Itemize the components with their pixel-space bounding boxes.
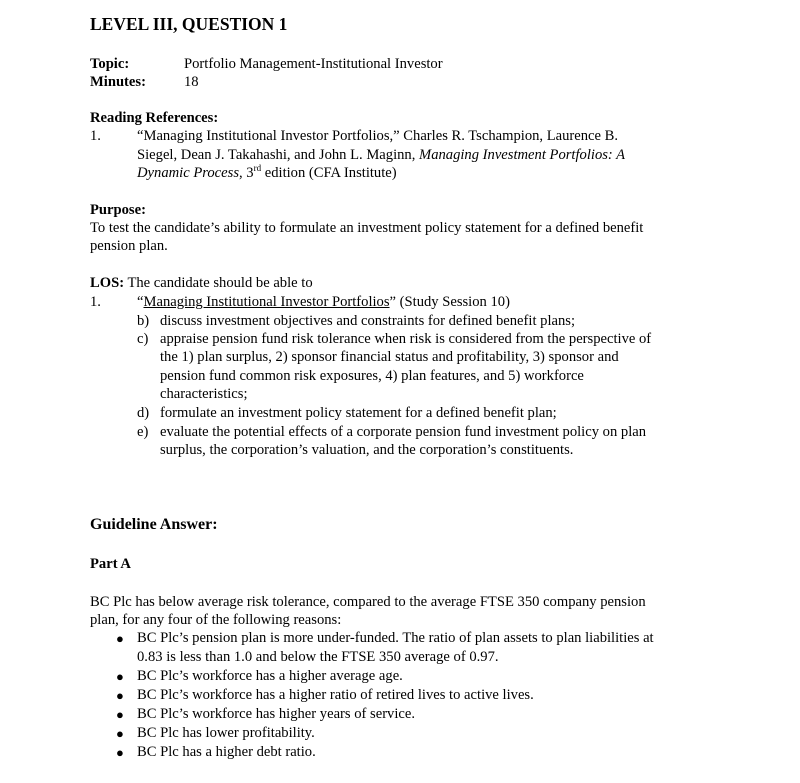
los-item-letter: e) [137, 424, 149, 440]
bullet-text-line: BC Plc’s workforce has higher years of service. [137, 706, 416, 722]
los-text: The candidate should be able to [124, 275, 313, 291]
los-item-line: pension fund common risk exposures, 4) plan features, and 5) workforce [160, 368, 584, 384]
los-item-line: characteristics; [160, 386, 248, 402]
purpose-heading: Purpose: [90, 202, 146, 218]
topic-label: Topic: [90, 56, 130, 72]
los-reference-rest: ” (Study Session 10) [389, 294, 510, 310]
purpose-line-2: pension plan. [90, 238, 168, 254]
los-quote-open: “ [137, 294, 144, 310]
bullet-text-line: BC Plc has a higher debt ratio. [137, 744, 316, 760]
bullet-icon: ● [116, 707, 124, 722]
guideline-answer-heading: Guideline Answer: [90, 516, 218, 533]
los-item-line: evaluate the potential effects of a corporate pension fund investment policy on plan [160, 424, 647, 440]
los-reference [137, 293, 510, 312]
answer-line-1: BC Plc has below average risk tolerance, compared to the average FTSE 350 company pension [90, 594, 646, 610]
bullet-text-line: BC Plc’s workforce has a higher ratio of retired lives to active lives. [137, 687, 534, 703]
los-item-line: surplus, the corporation’s valuation, and the corporation’s constituents. [160, 442, 574, 458]
minutes-value: 18 [184, 74, 199, 90]
book-title-part-1: Managing Investment Portfolios: A [419, 147, 626, 163]
part-a-heading: Part A [90, 556, 131, 572]
los-number: 1. [90, 294, 101, 310]
edition-superscript: rd [253, 163, 262, 174]
reading-line-2-plain: Siegel, Dean J. Takahashi, and John L. Maginn, [137, 147, 420, 163]
los-item-line: appraise pension fund risk tolerance when risk is considered from the perspective of [160, 331, 652, 347]
book-title-part-2: Dynamic Process [137, 165, 239, 181]
page-title: LEVEL III, QUESTION 1 [90, 14, 288, 34]
reading-line-3 [137, 164, 397, 183]
bullet-icon: ● [116, 669, 124, 684]
topic-value: Portfolio Management-Institutional Investor [184, 56, 443, 72]
bullet-icon: ● [116, 726, 124, 741]
los-label: LOS: [90, 275, 125, 291]
edition-text-b: edition (CFA Institute) [261, 165, 397, 181]
los-item-letter: b) [137, 313, 150, 329]
bullet-text-line: 0.83 is less than 1.0 and below the FTSE 350 average of 0.97. [137, 649, 499, 665]
edition-text-a: , 3 [239, 165, 254, 181]
los-reference-title: Managing Institutional Investor Portfolios [143, 294, 390, 310]
bullet-icon: ● [116, 745, 124, 760]
purpose-line-1: To test the candidate’s ability to formulate an investment policy statement for a defined benefit [90, 220, 644, 236]
bullet-icon: ● [116, 688, 124, 703]
bullet-text-line: BC Plc has lower profitability. [137, 725, 315, 741]
los-item-line: formulate an investment policy statement for a defined benefit plan; [160, 405, 557, 421]
reading-number: 1. [90, 128, 101, 144]
los-item-letter: c) [137, 331, 149, 347]
los-intro [90, 274, 313, 293]
reading-line-2 [137, 146, 625, 165]
reading-references-heading: Reading References: [90, 110, 219, 126]
minutes-label: Minutes: [90, 74, 146, 90]
answer-line-2: plan, for any four of the following reasons: [90, 612, 342, 628]
bullet-text-line: BC Plc’s pension plan is more under-funded. The ratio of plan assets to plan liabilities at [137, 630, 654, 646]
los-item-line: discuss investment objectives and constraints for defined benefit plans; [160, 313, 576, 329]
los-item-letter: d) [137, 405, 150, 421]
reading-line-1: “Managing Institutional Investor Portfolios,” Charles R. Tschampion, Laurence B. [137, 128, 619, 144]
bullet-icon: ● [116, 631, 124, 646]
los-item-line: the 1) plan surplus, 2) sponsor financial status and profitability, 3) sponsor and [160, 349, 619, 365]
bullet-text-line: BC Plc’s workforce has a higher average age. [137, 668, 403, 684]
